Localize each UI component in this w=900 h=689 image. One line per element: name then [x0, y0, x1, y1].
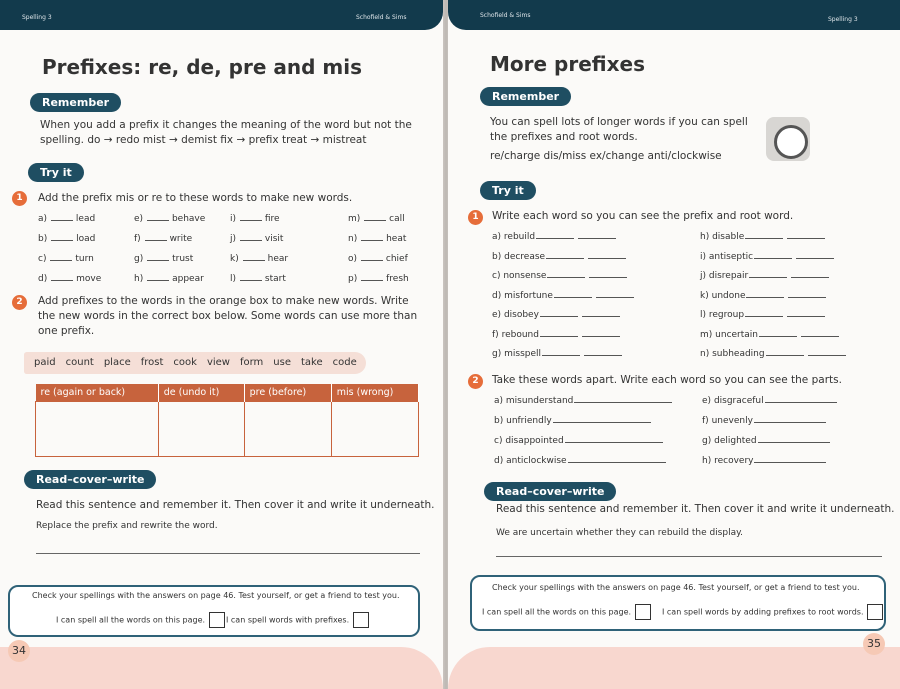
left-q2-line1: Add prefixes to the words in the orange box to make new words. Write [38, 295, 409, 307]
word-item-blank[interactable] [361, 252, 383, 261]
split-item-blank-2[interactable] [596, 289, 634, 298]
left-q2-line2: the new words in the correct box below. Some words can use more than [38, 310, 418, 322]
left-footer-wave [0, 647, 443, 689]
split-item-blank[interactable] [754, 250, 792, 259]
word-item-letter: i) [230, 214, 237, 224]
split-item-letter: a) [492, 232, 502, 242]
apart-item [702, 434, 833, 446]
left-check-a-checkbox[interactable] [209, 612, 225, 628]
word-item-letter: b) [38, 234, 48, 244]
right-header-bar [448, 0, 900, 30]
right-q2-number: 2 [468, 374, 483, 389]
word-item-blank[interactable] [51, 232, 73, 241]
left-writing-line[interactable] [36, 553, 420, 554]
table-header-re: re (again or back) [36, 384, 159, 402]
split-item-word: rebound [501, 329, 539, 340]
split-item-word: misspell [504, 349, 542, 359]
box-word: use [273, 357, 291, 368]
split-item [492, 308, 623, 320]
split-item-blank[interactable] [547, 269, 585, 278]
apart-item-letter: a) [494, 396, 504, 406]
split-item [700, 347, 849, 359]
left-q2-number: 2 [12, 295, 27, 310]
apart-item [702, 454, 829, 466]
right-remember-line2: the prefixes and root words. [490, 131, 638, 143]
orange-word-box [24, 352, 366, 374]
word-item-blank[interactable] [147, 272, 169, 281]
left-rcw-tag: Read–cover–write [24, 470, 156, 489]
apart-item-blank[interactable] [574, 394, 672, 403]
apart-item [494, 434, 666, 446]
word-item-letter: n) [348, 234, 358, 244]
split-item-blank-2[interactable] [788, 289, 826, 298]
table-header-pre: pre (before) [244, 384, 331, 402]
word-item-blank[interactable] [243, 252, 265, 261]
split-item-blank[interactable] [745, 308, 783, 317]
word-item-word: lead [75, 214, 96, 224]
split-item-letter: l) [700, 310, 707, 320]
word-item-word: behave [171, 214, 206, 224]
word-item-letter: p) [348, 274, 358, 284]
split-item-word: disable [712, 232, 745, 242]
word-item-blank[interactable] [147, 212, 169, 221]
left-q1-instruction: Add the prefix mis or re to these words to make new words. [38, 192, 353, 204]
word-item-blank[interactable] [147, 252, 169, 261]
split-item-word: rebuild [503, 232, 536, 242]
split-item-blank[interactable] [554, 289, 592, 298]
split-item-word: regroup [708, 310, 745, 320]
split-item-letter: b) [492, 251, 502, 262]
word-item-word: heat [386, 234, 407, 244]
split-item-blank-2[interactable] [791, 269, 829, 278]
right-check-a [482, 604, 651, 620]
right-check-b-checkbox[interactable] [867, 604, 883, 620]
right-q2-instruction: Take these words apart. Write each word so you can see the parts. [492, 374, 842, 386]
word-item-word: trust [172, 254, 194, 264]
split-item-word: misfortune [504, 290, 553, 301]
apart-item-blank[interactable] [765, 394, 837, 403]
left-remember-tag: Remember [30, 93, 121, 112]
left-remember-line2: spelling. do → redo mist → demist fix → prefix treat → mistreat [40, 134, 367, 146]
apart-item-blank[interactable] [758, 434, 830, 443]
word-item-letter: f) [134, 234, 141, 244]
box-word: code [332, 357, 357, 368]
right-remember-examples: re/charge dis/miss ex/change anti/clockwise [490, 150, 722, 162]
word-item [134, 232, 192, 244]
split-item-blank[interactable] [766, 347, 804, 356]
split-item-blank[interactable] [749, 269, 787, 278]
apart-item [702, 414, 829, 426]
apart-item-letter: d) [494, 456, 504, 466]
word-item [348, 212, 405, 224]
word-item-blank[interactable] [240, 232, 262, 241]
word-item-word: turn [75, 254, 94, 264]
apart-item [494, 454, 669, 466]
split-item-blank-2[interactable] [588, 250, 626, 259]
left-check-b [226, 612, 369, 628]
word-item-letter: o) [348, 254, 358, 264]
box-word: count [65, 357, 94, 368]
word-item [230, 232, 283, 244]
split-item-letter: j) [700, 271, 707, 281]
right-page [448, 0, 900, 689]
split-item-word: disobey [503, 310, 539, 320]
left-page-number: 34 [8, 640, 30, 662]
table-cell-de[interactable] [158, 402, 244, 457]
word-item-letter: m) [348, 214, 361, 224]
word-item-blank[interactable] [240, 212, 262, 221]
right-rcw-sentence: We are uncertain whether they can rebuild the display. [496, 528, 744, 538]
apart-item-word: disappointed [505, 436, 564, 446]
split-item-letter: g) [492, 349, 502, 359]
split-item-letter: i) [700, 251, 707, 262]
left-check-box [8, 585, 420, 637]
split-item [700, 308, 828, 320]
split-item-blank[interactable] [746, 289, 784, 298]
left-check-b-checkbox[interactable] [353, 612, 369, 628]
split-item-blank-2[interactable] [582, 308, 620, 317]
right-footer-wave [448, 647, 900, 689]
apart-item-blank[interactable] [553, 414, 651, 423]
split-item [700, 289, 829, 301]
table-cell-pre[interactable] [244, 402, 331, 457]
box-word: paid [34, 357, 56, 368]
word-item-word: move [76, 274, 102, 284]
table-cell-re[interactable] [36, 402, 159, 457]
left-header-bar [0, 0, 443, 30]
word-item-letter: c) [38, 254, 47, 264]
box-word: place [103, 357, 131, 368]
word-item-blank[interactable] [364, 212, 386, 221]
split-item-word: uncertain [715, 329, 758, 340]
word-item-blank[interactable] [51, 212, 73, 221]
word-item-blank[interactable] [50, 252, 72, 261]
right-check-b [662, 604, 883, 620]
apart-item-letter: e) [702, 396, 712, 406]
left-page-title: Prefixes: re, de, pre and mis [42, 55, 362, 79]
right-remember-tag: Remember [480, 87, 571, 106]
right-check-a-label: I can spell all the words on this page. [482, 607, 632, 617]
word-item-word: hear [267, 254, 289, 264]
right-q1-instruction: Write each word so you can see the prefix and root word. [492, 210, 794, 222]
apart-item [494, 394, 675, 406]
left-rcw-sentence: Replace the prefix and rewrite the word. [36, 521, 218, 531]
word-item-blank[interactable] [361, 232, 383, 241]
split-item [492, 328, 623, 340]
split-item [492, 347, 625, 359]
word-item-word: start [264, 274, 286, 284]
split-item-blank[interactable] [546, 250, 584, 259]
split-item [492, 230, 619, 242]
box-word: cook [173, 357, 197, 368]
apart-item-blank[interactable] [754, 414, 826, 423]
right-q1-number: 1 [468, 210, 483, 225]
split-item-letter: f) [492, 329, 499, 340]
box-word: form [239, 357, 264, 368]
box-word: take [301, 357, 323, 368]
apart-item-blank[interactable] [754, 454, 826, 463]
word-item-word: appear [172, 274, 204, 284]
clock-icon [766, 117, 810, 161]
right-check-a-checkbox[interactable] [635, 604, 651, 620]
word-item-letter: k) [230, 254, 239, 264]
right-writing-line[interactable] [496, 556, 882, 557]
split-item [492, 269, 630, 281]
word-item-blank[interactable] [51, 272, 73, 281]
split-item-blank-2[interactable] [582, 328, 620, 337]
word-item [38, 212, 95, 224]
split-item-word: decrease [504, 251, 546, 262]
split-item-blank-2[interactable] [808, 347, 846, 356]
split-item-word: subheading [712, 349, 765, 359]
word-item-word: load [76, 234, 96, 244]
right-header-series: Spelling 3 [828, 16, 858, 23]
word-item-letter: a) [38, 214, 48, 224]
split-item-letter: d) [492, 290, 502, 301]
apart-item-word: recovery [714, 456, 754, 466]
split-item-blank[interactable] [540, 328, 578, 337]
left-try-it-tag: Try it [28, 163, 84, 182]
apart-item-letter: c) [494, 436, 503, 446]
split-item-blank-2[interactable] [584, 347, 622, 356]
right-check-text: Check your spellings with the answers on page 46. Test yourself, or get a friend to test you. [492, 583, 860, 592]
split-item [492, 289, 637, 301]
split-item-word: disrepair [708, 271, 749, 281]
split-item-word: antiseptic [708, 251, 754, 262]
split-item-blank-2[interactable] [787, 308, 825, 317]
left-rcw-instruction: Read this sentence and remember it. Then cover it and write it underneath. [36, 499, 435, 511]
word-item [230, 272, 286, 284]
apart-item-blank[interactable] [568, 454, 666, 463]
right-check-b-label: I can spell words by adding prefixes to root words. [662, 607, 864, 617]
word-item-blank[interactable] [361, 272, 383, 281]
box-word: view [206, 357, 230, 368]
table-header-de: de (undo it) [158, 384, 244, 402]
word-item [348, 272, 409, 284]
left-page [0, 0, 443, 689]
split-item-word: nonsense [503, 271, 547, 281]
word-item [348, 232, 406, 244]
split-item-blank-2[interactable] [787, 230, 825, 239]
word-item [38, 252, 94, 264]
word-item [230, 212, 280, 224]
split-item-blank-2[interactable] [589, 269, 627, 278]
split-item-letter: m) [700, 329, 713, 340]
apart-item-letter: f) [702, 416, 709, 426]
split-item-blank[interactable] [540, 308, 578, 317]
left-check-b-label: I can spell words with prefixes. [226, 615, 350, 625]
split-item-blank[interactable] [542, 347, 580, 356]
word-item [230, 252, 288, 264]
right-rcw-tag: Read–cover–write [484, 482, 616, 501]
apart-item-blank[interactable] [565, 434, 663, 443]
word-item-word: visit [264, 234, 284, 244]
box-word: frost [140, 357, 164, 368]
word-item-letter: g) [134, 254, 144, 264]
split-item-letter: h) [700, 232, 710, 242]
right-header-publisher: Schofield & Sims [480, 12, 531, 19]
apart-item-letter: b) [494, 416, 504, 426]
right-try-it-tag: Try it [480, 181, 536, 200]
word-item [134, 272, 204, 284]
right-rcw-instruction: Read this sentence and remember it. Then cover it and write it underneath. [496, 503, 895, 515]
split-item [700, 328, 842, 340]
word-item-word: write [169, 234, 193, 244]
word-item-word: call [389, 214, 405, 224]
split-item-blank[interactable] [759, 328, 797, 337]
left-check-a [56, 612, 225, 628]
split-item-letter: n) [700, 349, 710, 359]
word-item [38, 272, 101, 284]
split-item-letter: e) [492, 310, 502, 320]
right-remember-line1: You can spell lots of longer words if you can spell [490, 116, 748, 128]
left-remember-line1: When you add a prefix it changes the meaning of the word but not the [40, 119, 412, 131]
split-item-letter: k) [700, 290, 709, 301]
apart-item [702, 394, 840, 406]
word-item [134, 212, 205, 224]
table-header-mis: mis (wrong) [331, 384, 418, 402]
word-item-letter: h) [134, 274, 144, 284]
right-page-title: More prefixes [490, 52, 645, 76]
split-item-blank-2[interactable] [796, 250, 834, 259]
apart-item-word: misunderstand [505, 396, 574, 406]
word-item [348, 252, 408, 264]
split-item [700, 250, 837, 262]
split-item-blank[interactable] [536, 230, 574, 239]
split-item-blank-2[interactable] [801, 328, 839, 337]
apart-item-letter: g) [702, 436, 712, 446]
apart-item-letter: h) [702, 456, 712, 466]
left-check-a-label: I can spell all the words on this page. [56, 615, 206, 625]
split-item-letter: c) [492, 271, 501, 281]
split-item-blank-2[interactable] [578, 230, 616, 239]
split-item-word: undone [711, 290, 746, 301]
word-item-letter: e) [134, 214, 144, 224]
word-item-letter: d) [38, 274, 48, 284]
word-item-blank[interactable] [240, 272, 262, 281]
word-item [134, 252, 193, 264]
apart-item-word: unevenly [711, 416, 753, 426]
apart-item [494, 414, 654, 426]
word-item [38, 232, 95, 244]
apart-item-word: anticlockwise [506, 456, 567, 466]
left-q2-line3: one prefix. [38, 325, 95, 337]
word-item-letter: j) [230, 234, 237, 244]
prefix-table [35, 384, 419, 457]
split-item [700, 269, 832, 281]
word-item-blank[interactable] [145, 232, 167, 241]
word-item-word: fire [264, 214, 280, 224]
word-item-word: fresh [386, 274, 409, 284]
word-item-word: chief [385, 254, 408, 264]
left-q1-number: 1 [12, 191, 27, 206]
left-check-text: Check your spellings with the answers on page 46. Test yourself, or get a friend to test you. [32, 591, 400, 600]
apart-item-word: unfriendly [506, 416, 552, 426]
right-page-number: 35 [863, 633, 885, 655]
left-header-publisher: Schofield & Sims [356, 14, 407, 21]
apart-item-word: disgraceful [713, 396, 764, 406]
split-item [700, 230, 828, 242]
split-item-blank[interactable] [745, 230, 783, 239]
left-header-series: Spelling 3 [22, 14, 52, 21]
apart-item-word: delighted [714, 436, 757, 446]
split-item [492, 250, 629, 262]
word-item-letter: l) [230, 274, 237, 284]
right-check-box [470, 575, 886, 631]
table-cell-mis[interactable] [331, 402, 418, 457]
